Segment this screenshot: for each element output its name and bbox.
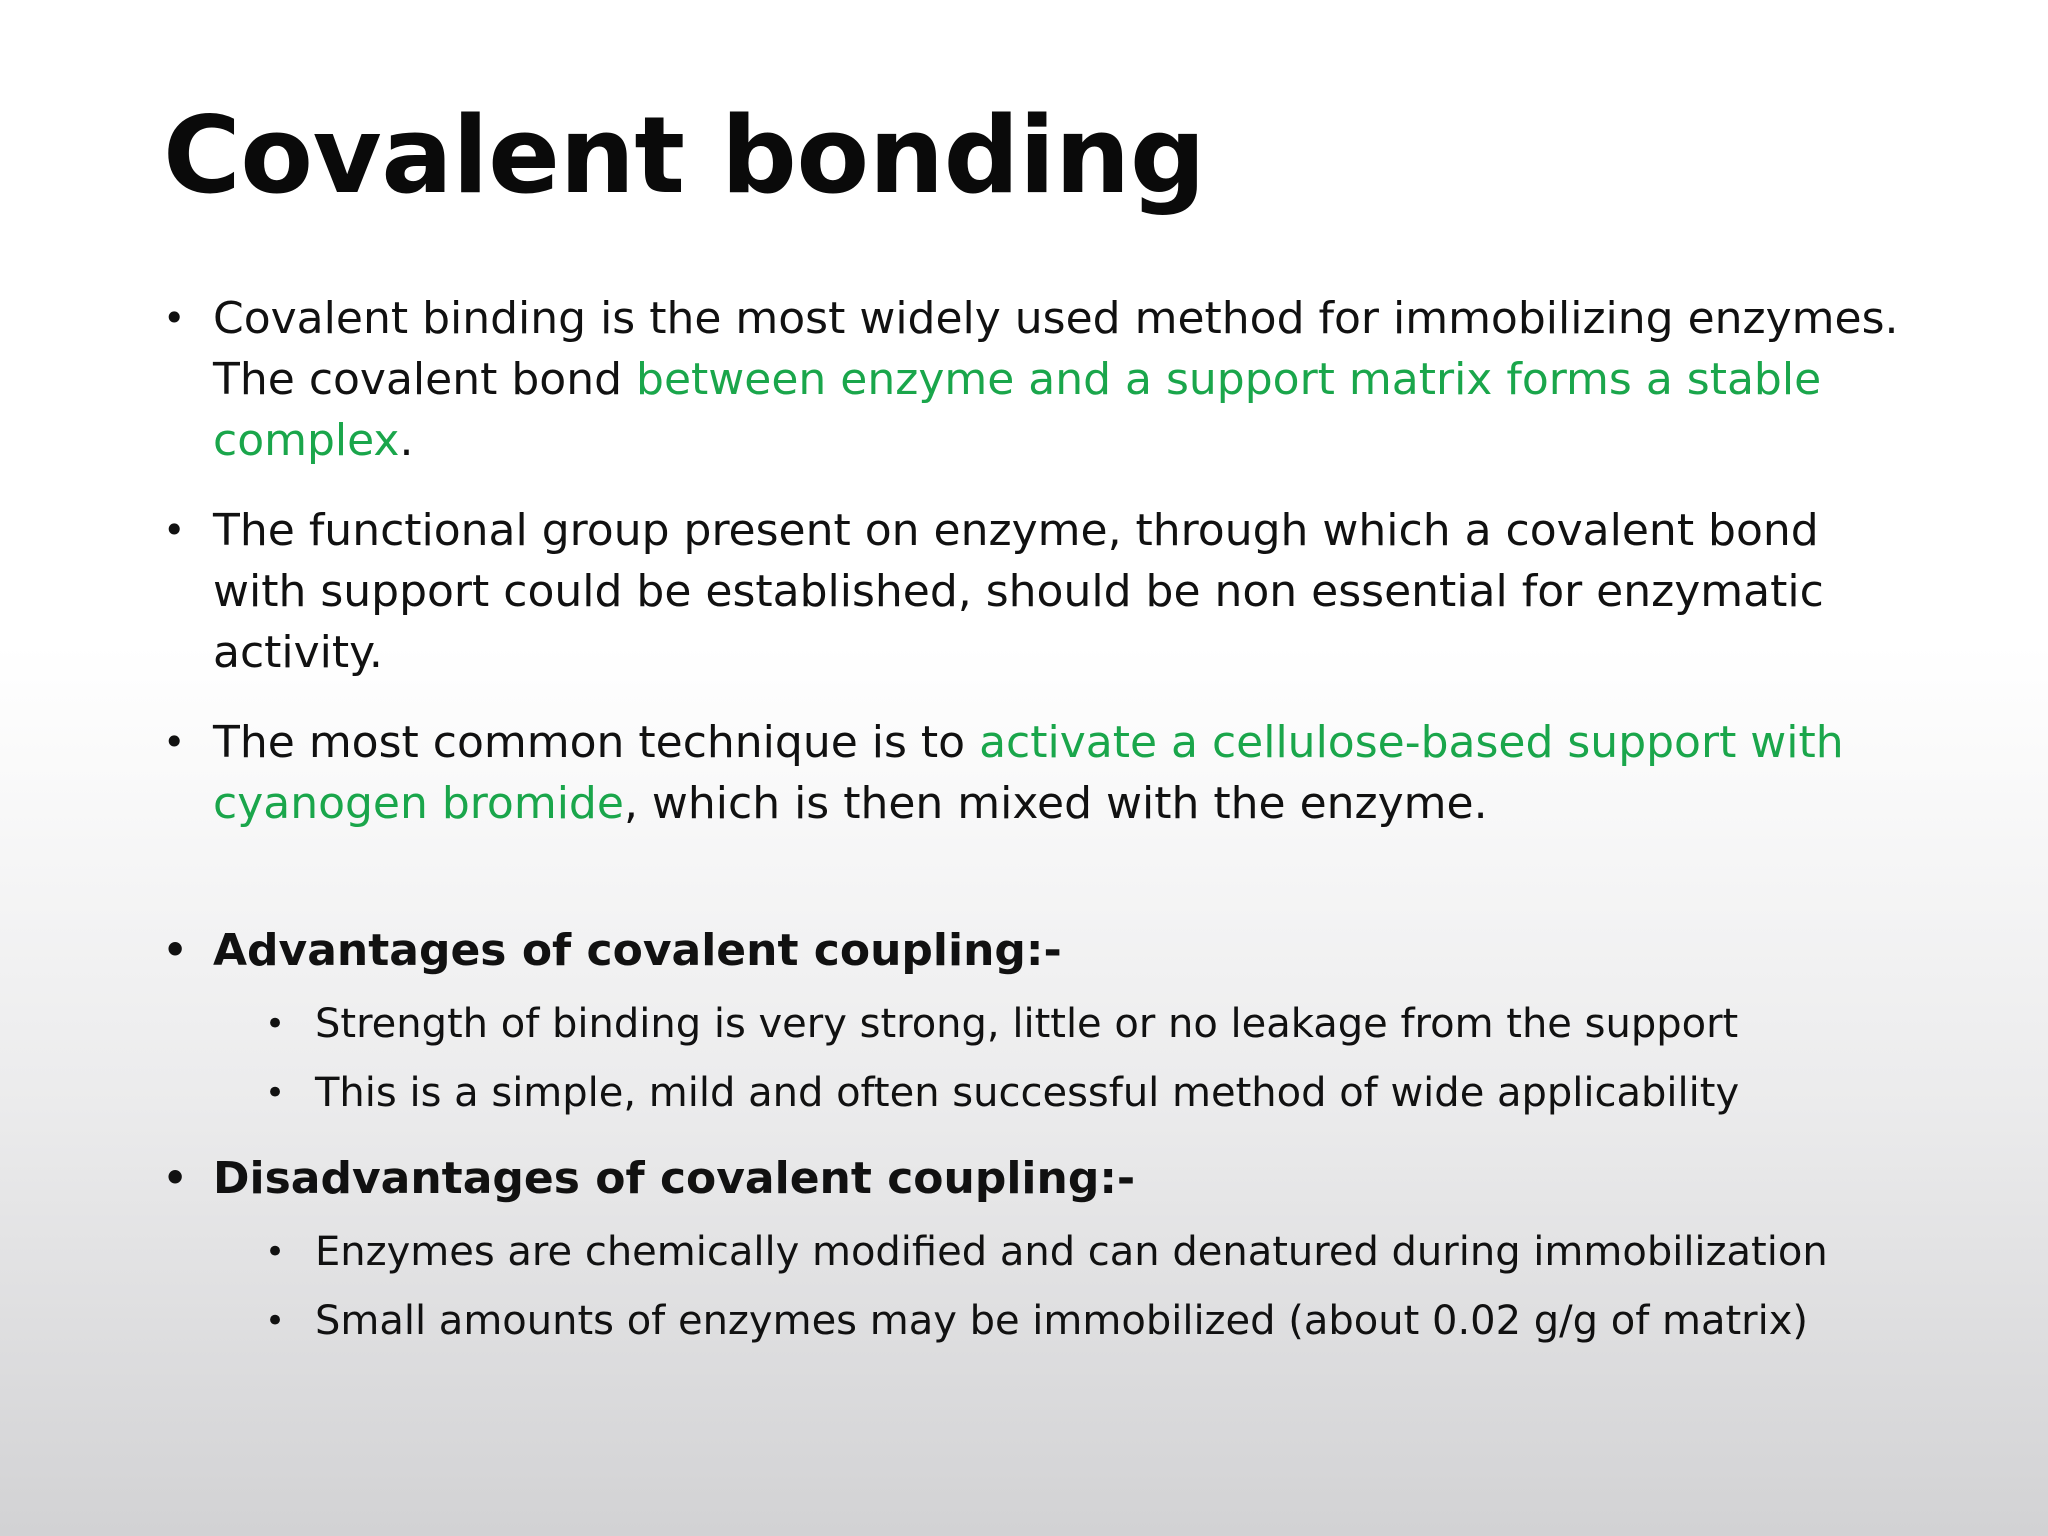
bullet-functional-group [163,500,1923,683]
bullet-highlight: activate a cellulose-based support with cyanogen bromide [213,717,1844,829]
advantage-item: • This is a simple, mild and often successful method of wide applicability [265,1065,2005,1121]
bullet-common-technique [163,712,1923,834]
disadvantage-item: • Enzymes are chemically modified and can denatured during immobilization [265,1224,2005,1280]
bullet-covalent-binding [163,288,1923,471]
bullet-highlight: between enzyme and a support matrix forms a stable complex [213,354,1822,466]
bullet-text-end: , which is then mixed with the enzyme. [623,778,1488,829]
advantages-heading: • Advantages of covalent coupling:- [163,920,1923,981]
bullet-text-end: . [399,415,414,466]
disadvantage-item: • Small amounts of enzymes may be immobilized (about 0.02 g/g of matrix) [265,1293,2005,1349]
slide-title: Covalent bonding [163,94,1206,217]
bullet-text: The functional group present on enzyme, through which a covalent bond with support could be established, should be non essential for enzymatic activity. [213,505,1824,678]
bullet-text: Covalent binding is the most widely used method for immobilizing enzymes. The covalent bond [213,293,1899,405]
bullet-text: The most common technique is to [213,717,980,768]
disadvantages-heading: • Disadvantages of covalent coupling:- [163,1148,1923,1209]
advantage-item: • Strength of binding is very strong, little or no leakage from the support [265,996,2005,1052]
